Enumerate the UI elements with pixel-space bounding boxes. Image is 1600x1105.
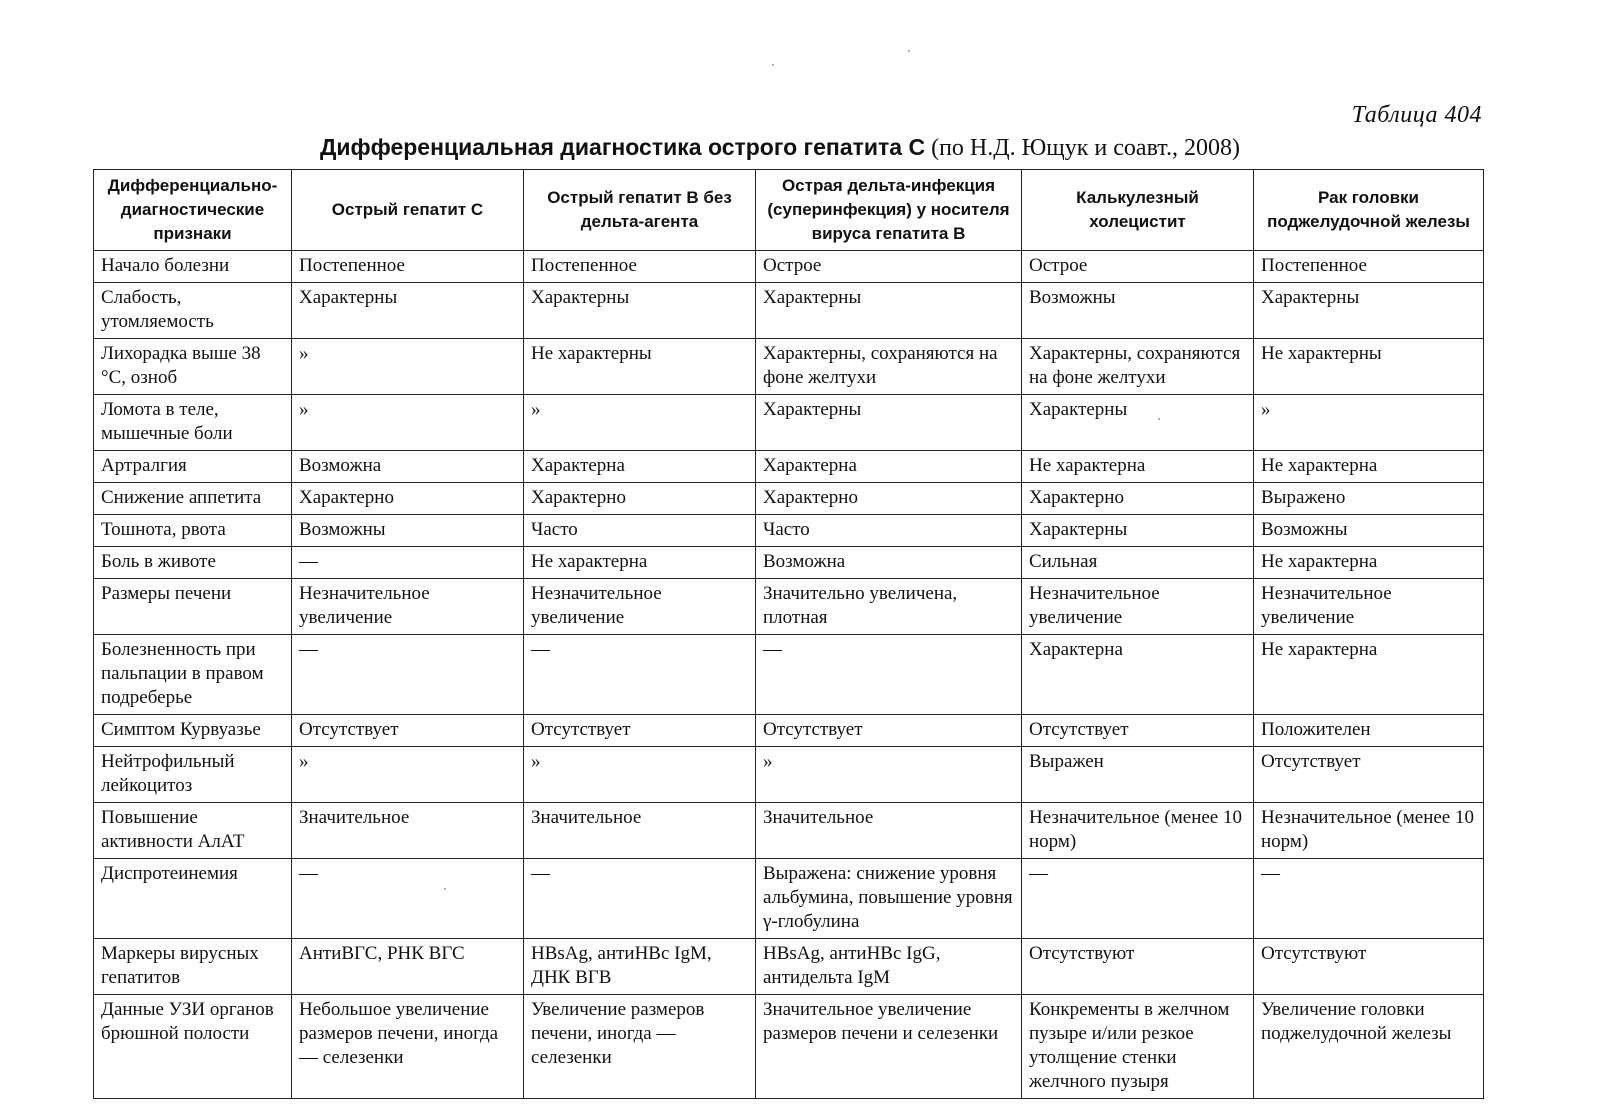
table-row <box>94 483 1484 515</box>
table-cell: Не характерна <box>1254 451 1484 483</box>
table-row <box>94 515 1484 547</box>
table-row <box>94 803 1484 859</box>
scan-speck <box>444 888 446 890</box>
header-cell: Острый гепатит С <box>292 170 524 251</box>
row-label-cell: Тошнота, рвота <box>94 515 292 547</box>
table-cell: Постепенное <box>1254 251 1484 283</box>
table-row <box>94 283 1484 339</box>
table-cell: Характерно <box>524 483 756 515</box>
table-cell: » <box>292 339 524 395</box>
table-cell: — <box>756 635 1022 715</box>
row-label-cell: Нейтрофильный лейкоцитоз <box>94 747 292 803</box>
table-cell: Небольшое увеличение размеров печени, иногда — селезенки <box>292 995 524 1099</box>
table-title-source: (по Н.Д. Ющук и соавт., 2008) <box>925 135 1240 161</box>
table-cell: АнтиВГС, РНК ВГС <box>292 939 524 995</box>
row-label-cell: Симптом Курвуазье <box>94 715 292 747</box>
table-cell: Не характерна <box>1254 547 1484 579</box>
table-cell: Увеличение размеров печени, иногда — селезенки <box>524 995 756 1099</box>
table-cell: Характерно <box>756 483 1022 515</box>
table-cell: » <box>292 747 524 803</box>
table-cell: Не характерна <box>1254 635 1484 715</box>
table-cell: Незначительное увеличение <box>1022 579 1254 635</box>
table-cell: Незначительное (менее 10 норм) <box>1022 803 1254 859</box>
row-label-cell: Данные УЗИ органов брюшной полости <box>94 995 292 1099</box>
table-cell: » <box>1254 395 1484 451</box>
table-cell: Отсутствует <box>756 715 1022 747</box>
table-number: Таблица 404 <box>1351 102 1482 128</box>
row-label-cell: Ломота в теле, мышечные боли <box>94 395 292 451</box>
table-cell: » <box>524 747 756 803</box>
table-cell: Характерны, сохраняются на фоне желтухи <box>756 339 1022 395</box>
table-cell: Отсутствует <box>1022 715 1254 747</box>
table-cell: Не характерны <box>1254 339 1484 395</box>
row-label-cell: Артралгия <box>94 451 292 483</box>
table-cell: Характерно <box>1022 483 1254 515</box>
table-cell: — <box>292 547 524 579</box>
table-cell: Характерны <box>1254 283 1484 339</box>
table-cell: Конкременты в желчном пузыре и/или резкое утолщение стенки желчного пузыря <box>1022 995 1254 1099</box>
table-row <box>94 395 1484 451</box>
table-cell: Характерны <box>292 283 524 339</box>
table-cell: Выражен <box>1022 747 1254 803</box>
table-cell: Положителен <box>1254 715 1484 747</box>
table-cell: Не характерны <box>524 339 756 395</box>
table-cell: Незначительное увеличение <box>1254 579 1484 635</box>
table-cell: Острое <box>1022 251 1254 283</box>
table-cell: Отсутствует <box>292 715 524 747</box>
table-cell: Выражена: снижение уровня альбумина, повышение уровня γ-глобулина <box>756 859 1022 939</box>
table-cell: Отсутствуют <box>1254 939 1484 995</box>
table-cell: Часто <box>756 515 1022 547</box>
table-cell: — <box>524 859 756 939</box>
row-label-cell: Слабость, утомляемость <box>94 283 292 339</box>
table-cell: Постепенное <box>524 251 756 283</box>
table-cell: Характерны <box>1022 395 1254 451</box>
table-cell: — <box>1254 859 1484 939</box>
table-row <box>94 547 1484 579</box>
table-body <box>94 251 1484 1099</box>
table-cell: Характерны <box>524 283 756 339</box>
row-label-cell: Боль в животе <box>94 547 292 579</box>
table-cell: Часто <box>524 515 756 547</box>
table-cell: Характерно <box>292 483 524 515</box>
row-label-cell: Размеры печени <box>94 579 292 635</box>
row-label-cell: Повышение активности АлАТ <box>94 803 292 859</box>
table-cell: Значительно увеличена, плотная <box>756 579 1022 635</box>
table-cell: Отсутствует <box>524 715 756 747</box>
table-cell: Возможна <box>756 547 1022 579</box>
table-row <box>94 995 1484 1099</box>
table-cell: Значительное <box>524 803 756 859</box>
table-cell: Характерны <box>756 395 1022 451</box>
row-label-cell: Снижение аппетита <box>94 483 292 515</box>
table-row <box>94 635 1484 715</box>
table-row <box>94 579 1484 635</box>
header-cell: Калькулезный холецистит <box>1022 170 1254 251</box>
table-cell: Возможны <box>292 515 524 547</box>
table-cell: Характерна <box>1022 635 1254 715</box>
table-cell: Значительное <box>756 803 1022 859</box>
table-row <box>94 859 1484 939</box>
scan-speck <box>772 64 774 66</box>
table-title <box>0 134 1560 162</box>
table-row <box>94 747 1484 803</box>
table-cell: Постепенное <box>292 251 524 283</box>
table-cell: Сильная <box>1022 547 1254 579</box>
table-cell: Характерны, сохраняются на фоне желтухи <box>1022 339 1254 395</box>
diagnostics-table <box>93 169 1484 1099</box>
row-label-cell: Начало болезни <box>94 251 292 283</box>
table-cell: » <box>524 395 756 451</box>
scan-speck <box>1158 418 1160 420</box>
row-label-cell: Диспротеинемия <box>94 859 292 939</box>
table-cell: — <box>524 635 756 715</box>
table-row <box>94 251 1484 283</box>
table-cell: Не характерна <box>1022 451 1254 483</box>
row-label-cell: Болезненность при пальпации в правом подреберье <box>94 635 292 715</box>
table-cell: Отсутствует <box>1254 747 1484 803</box>
table-cell: Выражено <box>1254 483 1484 515</box>
table-row <box>94 451 1484 483</box>
table-cell: Незначительное (менее 10 норм) <box>1254 803 1484 859</box>
table-cell: Незначительное увеличение <box>524 579 756 635</box>
table-row <box>94 939 1484 995</box>
header-cell: Дифференциально-диагностические признаки <box>94 170 292 251</box>
table-cell: Возможны <box>1022 283 1254 339</box>
table-cell: HBsAg, антиHBc IgM, ДНК ВГВ <box>524 939 756 995</box>
table-cell: Острое <box>756 251 1022 283</box>
table-cell: Не характерна <box>524 547 756 579</box>
header-cell: Рак головки поджелудочной железы <box>1254 170 1484 251</box>
table-cell: Характерна <box>524 451 756 483</box>
row-label-cell: Маркеры вирусных гепатитов <box>94 939 292 995</box>
table-cell: Значительное <box>292 803 524 859</box>
table-cell: Характерна <box>756 451 1022 483</box>
table-cell: Отсутствуют <box>1022 939 1254 995</box>
table-cell: » <box>756 747 1022 803</box>
table-cell: Характерны <box>1022 515 1254 547</box>
table-row <box>94 339 1484 395</box>
table-cell: Значительное увеличение размеров печени и селезенки <box>756 995 1022 1099</box>
table-cell: HBsAg, антиHBc IgG, антидельта IgM <box>756 939 1022 995</box>
scan-speck <box>908 50 910 52</box>
header-cell: Острый гепатит В без дельта-агента <box>524 170 756 251</box>
table-cell: Возможны <box>1254 515 1484 547</box>
header-row <box>94 170 1484 251</box>
header-cell: Острая дельта-инфекция (суперинфекция) у носителя вируса гепатита В <box>756 170 1022 251</box>
table-cell: — <box>292 859 524 939</box>
table-cell: » <box>292 395 524 451</box>
table-cell: Характерны <box>756 283 1022 339</box>
table-cell: — <box>1022 859 1254 939</box>
table-cell: Увеличение головки поджелудочной железы <box>1254 995 1484 1099</box>
table-title-main: Дифференциальная диагностика острого гепатита С <box>320 134 926 160</box>
table-cell: Незначительное увеличение <box>292 579 524 635</box>
row-label-cell: Лихорадка выше 38 °С, озноб <box>94 339 292 395</box>
table-row <box>94 715 1484 747</box>
table-cell: — <box>292 635 524 715</box>
table-cell: Возможна <box>292 451 524 483</box>
